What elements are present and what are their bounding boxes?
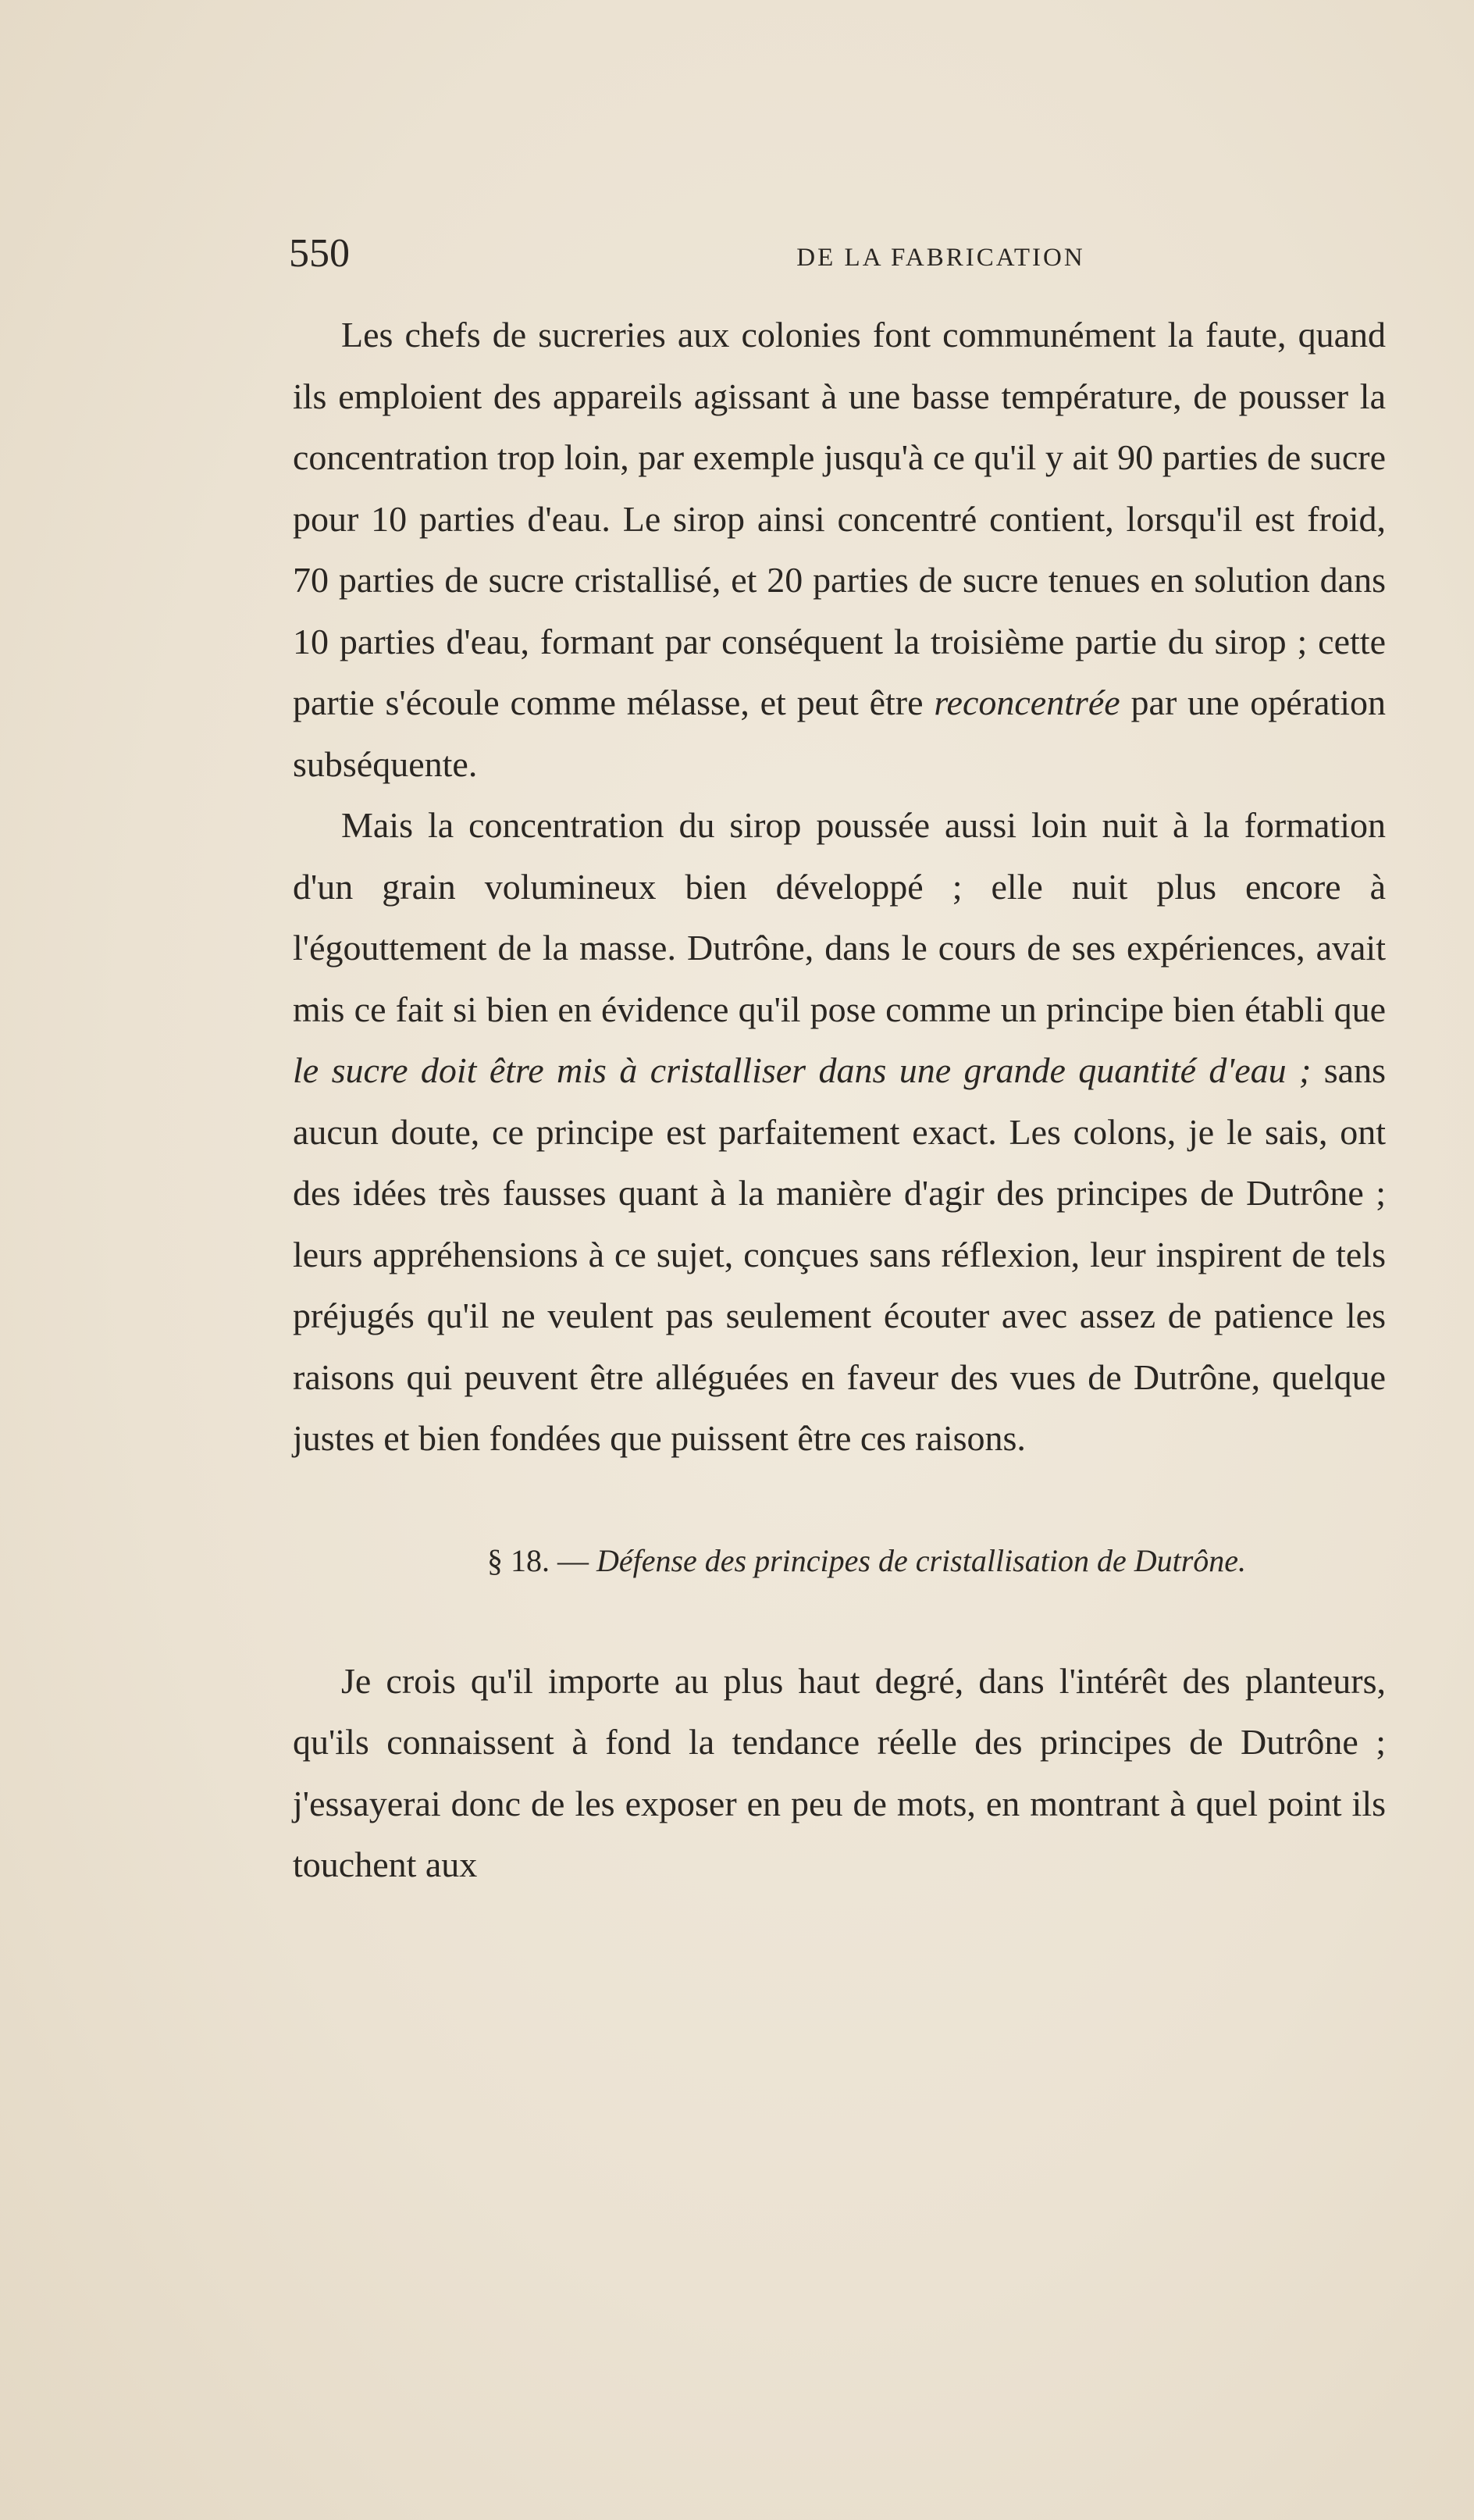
paragraph-1-text-b: par une opération subséquente. xyxy=(293,683,1386,784)
paragraph-2-text-a: Mais la concentration du sirop poussée aussi loin nuit à la formation d'un grain volumineux bien développé ; elle nuit plus encore à l'égouttement de la masse. Dutrône, dans le cours de ses expériences, avait mis ce fait si bien en évidence qu'il pose comme un principe bien établi que xyxy=(293,805,1386,1029)
paragraph-2-italic: le sucre doit être mis à cristalliser dans une grande quantité d'eau ; xyxy=(293,1050,1312,1090)
paragraph-1 xyxy=(293,305,1386,795)
paragraph-1-italic: reconcentrée xyxy=(934,683,1120,722)
paragraph-2 xyxy=(293,795,1386,1470)
running-title: DE LA FABRICATION xyxy=(796,244,1085,272)
section-title: Défense des principes de cristallisation de Dutrône. xyxy=(596,1542,1247,1578)
section-number: § 18. — xyxy=(486,1542,589,1578)
paragraph-3: Je crois qu'il importe au plus haut degré, dans l'intérêt des planteurs, qu'ils connaissent à fond la tendance réelle des principes de Dutrône ; j'essayerai donc de les exposer en peu de mots, en montrant à quel point ils touchent aux xyxy=(293,1660,1386,1884)
paragraph-1-text-a: Les chefs de sucreries aux colonies font communément la faute, quand ils emploient des appareils agissant à une basse température, de pousser la concentration trop loin, par exemple jusqu'à ce qu'il y ait 90 parties de sucre pour 10 parties d'eau. Le sirop ainsi concentré contient, lorsqu'il est froid, 70 parties de sucre cristallisé, et 20 parties de sucre tenues en solution dans 10 parties d'eau, formant par conséquent la troisième partie du sirop ; cette partie s'écoule comme mélasse, et peut être xyxy=(293,315,1386,722)
body-text xyxy=(293,305,1386,1896)
section-heading xyxy=(293,1531,1386,1591)
page-header xyxy=(289,226,1390,281)
page-number: 550 xyxy=(289,231,350,276)
paragraph-2-text-b: sans aucun doute, ce principe est parfaitement exact. Les colons, je le sais, ont des idées très fausses quant à la manière d'agir des principes de Dutrône ; leurs appréhensions à ce sujet, conçues sans réflexion, leur inspirent de tels préjugés qu'il ne veulent pas seulement écouter avec assez de patience les raisons qui peuvent être alléguées en faveur des vues de Dutrône, quelque justes et bien fondées que puissent être ces raisons. xyxy=(293,1050,1386,1458)
